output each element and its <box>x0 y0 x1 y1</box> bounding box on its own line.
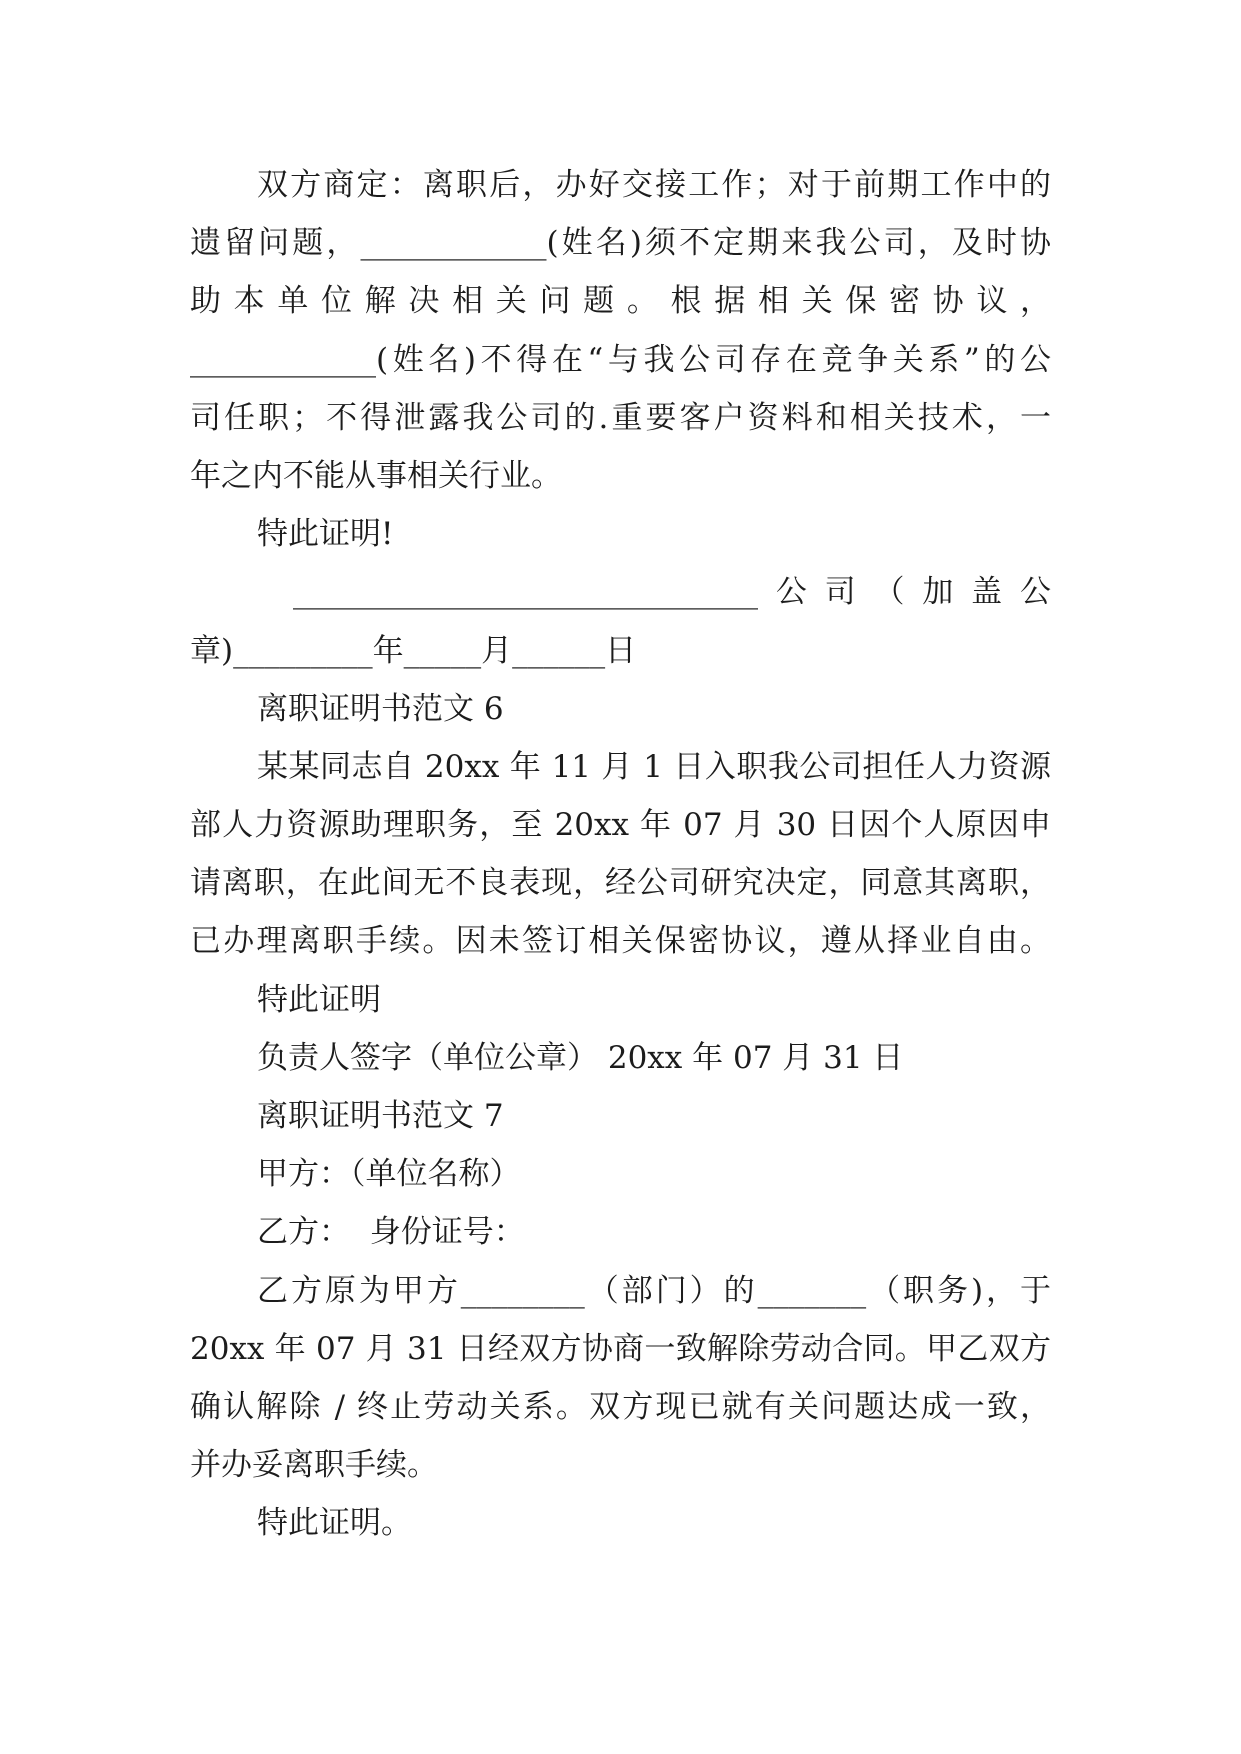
document-body <box>190 156 1051 1553</box>
text-line: 离职证明书范文 6 <box>257 690 504 727</box>
party-b-line <box>190 1203 1051 1261</box>
text-line: ______________________________公司（加盖公 <box>293 574 1051 611</box>
text-line: 乙方原为甲方________（部门）的_______（职务)，于 <box>257 1272 1051 1309</box>
certification-statement-7 <box>190 1494 1051 1552</box>
text-line: 20xx 年 07 月 31 日经双方协商一致解除劳动合同。甲乙双方 <box>190 1330 1051 1367</box>
text-line: 章)_________年_____月______日 <box>190 632 637 669</box>
text-line: 请离职，在此间无不良表现，经公司研究决定，同意其离职， <box>190 865 1051 902</box>
company-seal-date-line <box>190 563 1051 679</box>
text-line: 部人力资源助理职务，至 20xx 年 07 月 30 日因个人原因申 <box>190 807 1051 844</box>
sample-heading-7 <box>190 1087 1051 1145</box>
text-line: 司任职；不得泄露我公司的.重要客户资料和相关技术，一 <box>190 399 1051 436</box>
party-a-line <box>190 1145 1051 1203</box>
sample-6-body <box>190 738 1051 971</box>
text-line: 某某同志自 20xx 年 11 月 1 日入职我公司担任人力资源 <box>257 748 1051 785</box>
text-line: 离职证明书范文 7 <box>257 1098 504 1134</box>
sample-7-body <box>190 1262 1051 1495</box>
certification-statement <box>190 505 1051 563</box>
text-line: 特此证明! <box>257 516 394 553</box>
handover-clause-paragraph <box>190 156 1051 505</box>
text-line: ____________(姓名)不得在“与我公司存在竞争关系”的公 <box>190 341 1051 378</box>
text-line: 助本单位解决相关问题。根据相关保密协议， <box>190 283 1051 320</box>
text-line: 年之内不能从事相关行业。 <box>190 457 562 494</box>
text-line: 甲方：（单位名称） <box>257 1156 521 1193</box>
text-line: 遗留问题，____________(姓名)须不定期来我公司，及时协 <box>190 225 1051 262</box>
text-line: 特此证明 <box>257 981 381 1018</box>
text-line: 双方商定：离职后，办好交接工作；对于前期工作中的 <box>257 167 1051 203</box>
text-line: 已办理离职手续。因未签订相关保密协议，遵从择业自由。 <box>190 923 1051 960</box>
signature-date-line <box>190 1029 1051 1087</box>
certification-statement-6 <box>190 971 1051 1029</box>
text-line: 特此证明。 <box>257 1505 412 1542</box>
text-line: 乙方： 身份证号： <box>257 1214 525 1251</box>
sample-heading-6 <box>190 680 1051 738</box>
text-line: 负责人签字（单位公章） 20xx 年 07 月 31 日 <box>257 1039 904 1076</box>
text-line: 确认解除 / 终止劳动关系。双方现已就有关问题达成一致， <box>190 1388 1051 1425</box>
text-line: 并办妥离职手续。 <box>190 1447 438 1484</box>
